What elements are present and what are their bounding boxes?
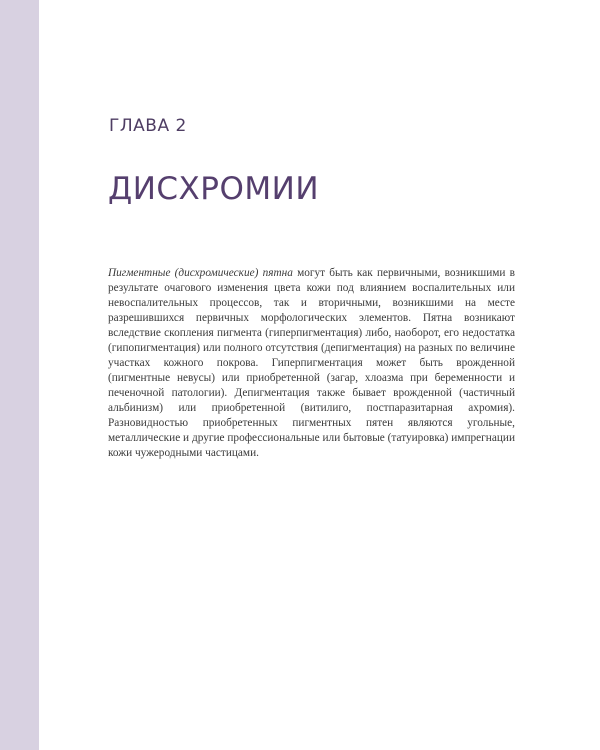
chapter-label: ГЛАВА 2 bbox=[109, 116, 187, 136]
page-side-band bbox=[0, 0, 39, 750]
paragraph-term: Пигментные (дисхромические) пятна bbox=[108, 267, 293, 279]
paragraph-text: могут быть как первичными, возникшими в результате очагового изменения цвета кожи под влиянием воспалительных или невоспалительных процессов, так и вторичными, возникшими на месте разрешившихся первичных морфологических элементов. Пятна возникают вследствие скопления пигмента (гиперпигментация) либо, наоборот, его недостатка (гипопигментация) или полного отсутствия (депигментация) на разных по величине участках кожного покрова. Гиперпигментация может быть врожденной (пигментные невусы) или приобретенной (загар, хлоазма при беременности и печеночной патологии). Депигментация также бывает врожденной (частичный альбинизм) или приобретенной (витилиго, постпаразитарная ахромия). Разновидностью приобретенных пигментных пятен являются угольные, металлические и другие профессиональные или бытовые (татуировка) импрегнации кожи чужеродными частицами. bbox=[108, 267, 515, 459]
chapter-title: ДИСХРОМИИ bbox=[108, 170, 320, 207]
chapter-body-paragraph bbox=[108, 266, 515, 461]
